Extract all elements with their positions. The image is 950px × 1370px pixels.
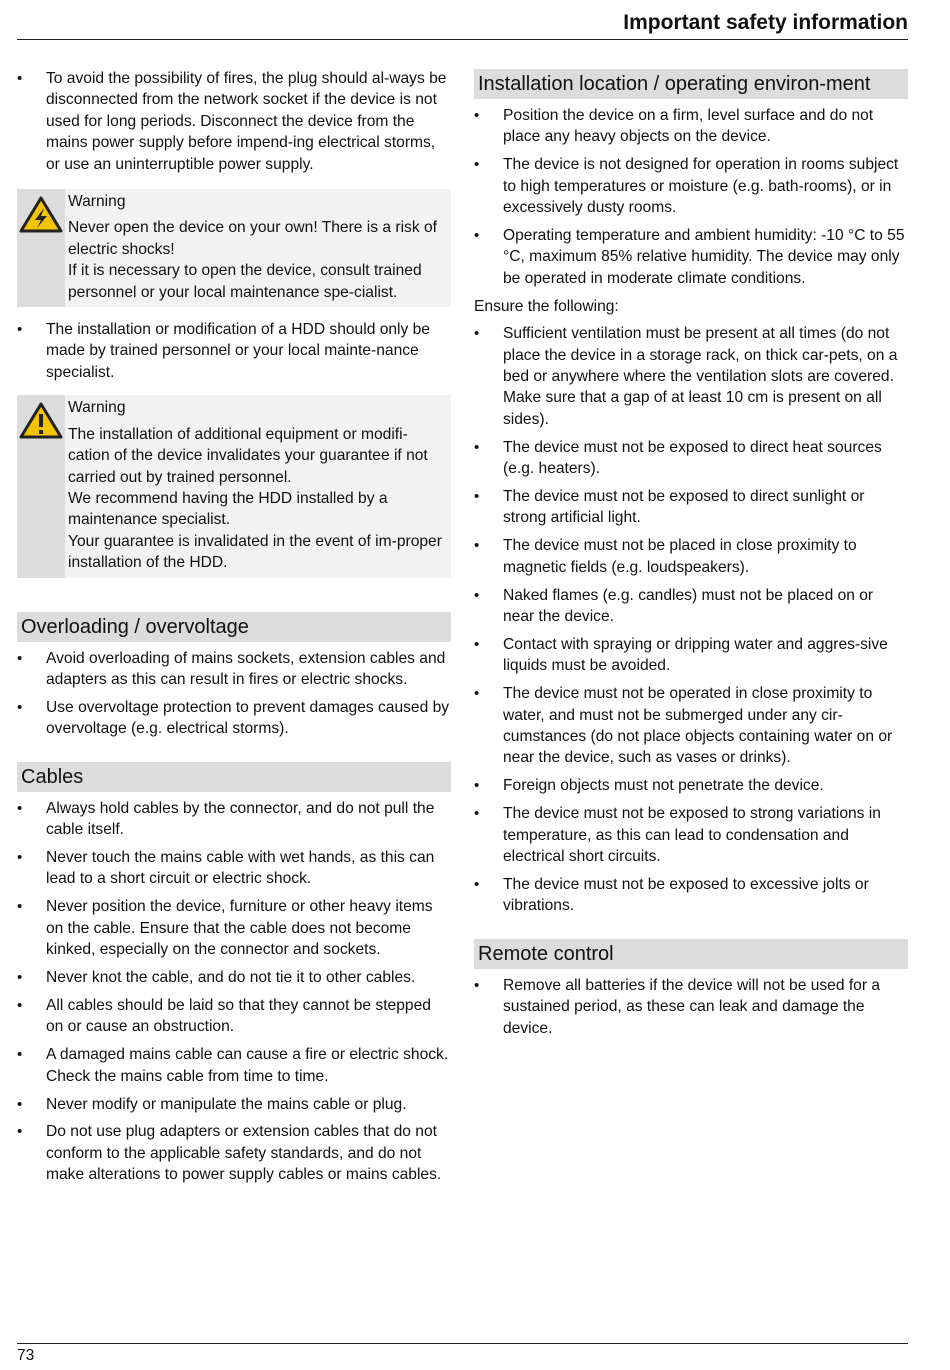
list-item: • Contact with spraying or dripping water and aggres-sive liquids must be avoided. [474,635,888,675]
list-item: • Avoid overloading of mains sockets, extension cables and adapters as this can result in fires or electric shocks. [17,649,446,688]
bullet-icon: • [474,325,480,343]
list-item: • Position the device on a firm, level surface and do not place any heavy objects on the device. [474,107,874,146]
section-heading-overloading: Overloading / overvoltage [17,612,451,642]
ensure-bullet-list [474,323,908,917]
bullet-icon: • [17,649,23,667]
list-item: • The device must not be exposed to direct heat sources (e.g. heaters). [474,438,882,478]
overloading-bullet-list [17,648,451,740]
bullet-icon: • [474,976,480,994]
list-item: • The device must not be placed in close proximity to magnetic fields (e.g. loudspeakers). [474,537,857,576]
bullet-icon: • [474,156,480,174]
bullet-icon: • [474,635,480,653]
bullet-icon: • [17,1046,23,1064]
intro-bullet-list [17,68,451,175]
list-item: • Never modify or manipulate the mains cable or plug. [17,1094,451,1115]
ensure-label: Ensure the following: [474,297,619,315]
warning-line: Your guarantee is invalidated in the event of im-proper installation of the HDD. [68,532,442,572]
section-heading-cables: Cables [17,762,451,792]
page-footer [17,1343,908,1364]
electric-shock-warning-icon [19,196,63,234]
list-item: • Sufficient ventilation must be present at all times (do not place the device in a storage rack, on thick car-pets, on a bed or anywhere where the ventilation slots are covered. Make sure that a gap of at least 10 cm is present on all sides). [474,325,898,428]
bullet-icon: • [17,1123,23,1141]
bullet-icon: • [17,799,23,817]
list-item: • Use overvoltage protection to prevent damages caused by overvoltage (e.g. electrical storms). [17,698,450,738]
right-column [474,69,908,1046]
bullet-icon: • [474,805,480,823]
warning-line: We recommend having the HDD installed by a maintenance specialist. [68,489,388,529]
bullet-icon: • [474,777,480,795]
bullet-icon: • [474,685,480,703]
list-item: • A damaged mains cable can cause a fire or electric shock. Check the mains cable from time to time. [17,1046,449,1085]
bullet-icon: • [17,898,23,916]
general-warning-icon [19,402,63,440]
list-item: • Never knot the cable, and do not tie it to other cables. [17,967,451,988]
list-item: • The device must not be operated in close proximity to water, and must not be submerged under any cir-cumstances (do not place objects containing water on or near the device, such as vases or drinks). [474,685,893,767]
page-header [17,10,908,40]
bullet-icon: • [17,996,23,1014]
warning-box-general [17,395,451,577]
warning-line: The installation of additional equipment or modifi-cation of the device invalidates your guarantee if not carried out by trained personnel. [68,425,428,486]
warning-line: Never open the device on your own! There is a risk of electric shocks! [68,219,437,258]
warning-title: Warning [68,399,126,417]
list-item: • The device is not designed for operation in rooms subject to high temperatures or moisture (e.g. bath-rooms), or in excessively dusty rooms. [474,156,899,217]
hdd-bullet-list [17,319,451,383]
bullet-icon: • [474,537,480,555]
list-item: • Never position the device, furniture or other heavy items on the cable. Ensure that the cable does not become kinked, especially on the connector and sockets. [17,898,433,959]
bullet-icon: • [474,438,480,456]
bullet-icon: • [17,70,23,87]
warning-box-electric [17,189,451,307]
list-item: • Operating temperature and ambient humidity: -10 °C to 55 °C, maximum 85% relative humidity. The device may only be operated in moderate climate conditions. [474,227,905,287]
bullet-icon: • [17,848,23,866]
bullet-icon: • [474,227,480,245]
list-item: • Do not use plug adapters or extension cables that do not conform to the applicable safety standards, and do not make alterations to power supply cables or mains cables. [17,1123,442,1184]
page-number: 73 [17,1347,35,1364]
list-item: • The device must not be exposed to direct sunlight or strong artificial light. [474,488,865,527]
bullet-icon: • [474,488,480,505]
list-item: • Naked flames (e.g. candles) must not be placed on or near the device. [474,586,874,626]
bullet-icon: • [17,698,23,716]
list-item: • The device must not be exposed to strong variations in temperature, as this can lead to condensation and electrical short circuits. [474,805,881,866]
list-item: • Remove all batteries if the device will not be used for a sustained period, as these can leak and damage the device. [474,976,881,1037]
cables-bullet-list [17,798,451,1186]
list-item: • Never touch the mains cable with wet hands, as this can lead to a short circuit or electric shock. [17,848,435,888]
warning-line: If it is necessary to open the device, consult trained personnel or your local maintenance spe-cialist. [68,262,422,301]
bullet-icon: • [17,969,23,986]
list-item: • Always hold cables by the connector, and do not pull the cable itself. [17,799,435,839]
installation-bullet-list [474,105,908,289]
list-item: • Foreign objects must not penetrate the device. [474,775,908,796]
list-item: • To avoid the possibility of fires, the plug should al-ways be disconnected from the network socket if the device is not used for long periods. Disconnect the device from the mains power supply before impend-ing electrical storms, or use an uninterruptible power supply. [17,70,447,173]
bullet-icon: • [474,586,480,604]
bullet-icon: • [474,876,480,893]
bullet-icon: • [474,107,480,124]
bullet-icon: • [17,1095,23,1113]
list-item: • All cables should be laid so that they cannot be stepped on or cause an obstruction. [17,996,431,1036]
remote-bullet-list [474,975,908,1039]
warning-title: Warning [68,193,126,211]
list-item: • The installation or modification of a HDD should only be made by trained personnel or your local mainte-nance specialist. [17,321,430,381]
page-title: Important safety information [623,11,908,34]
section-heading-remote: Remote control [474,939,908,969]
bullet-icon: • [17,321,23,339]
section-heading-installation: Installation location / operating environ-ment [474,69,908,99]
left-column [17,68,451,1192]
list-item: • The device must not be exposed to excessive jolts or vibrations. [474,876,869,915]
